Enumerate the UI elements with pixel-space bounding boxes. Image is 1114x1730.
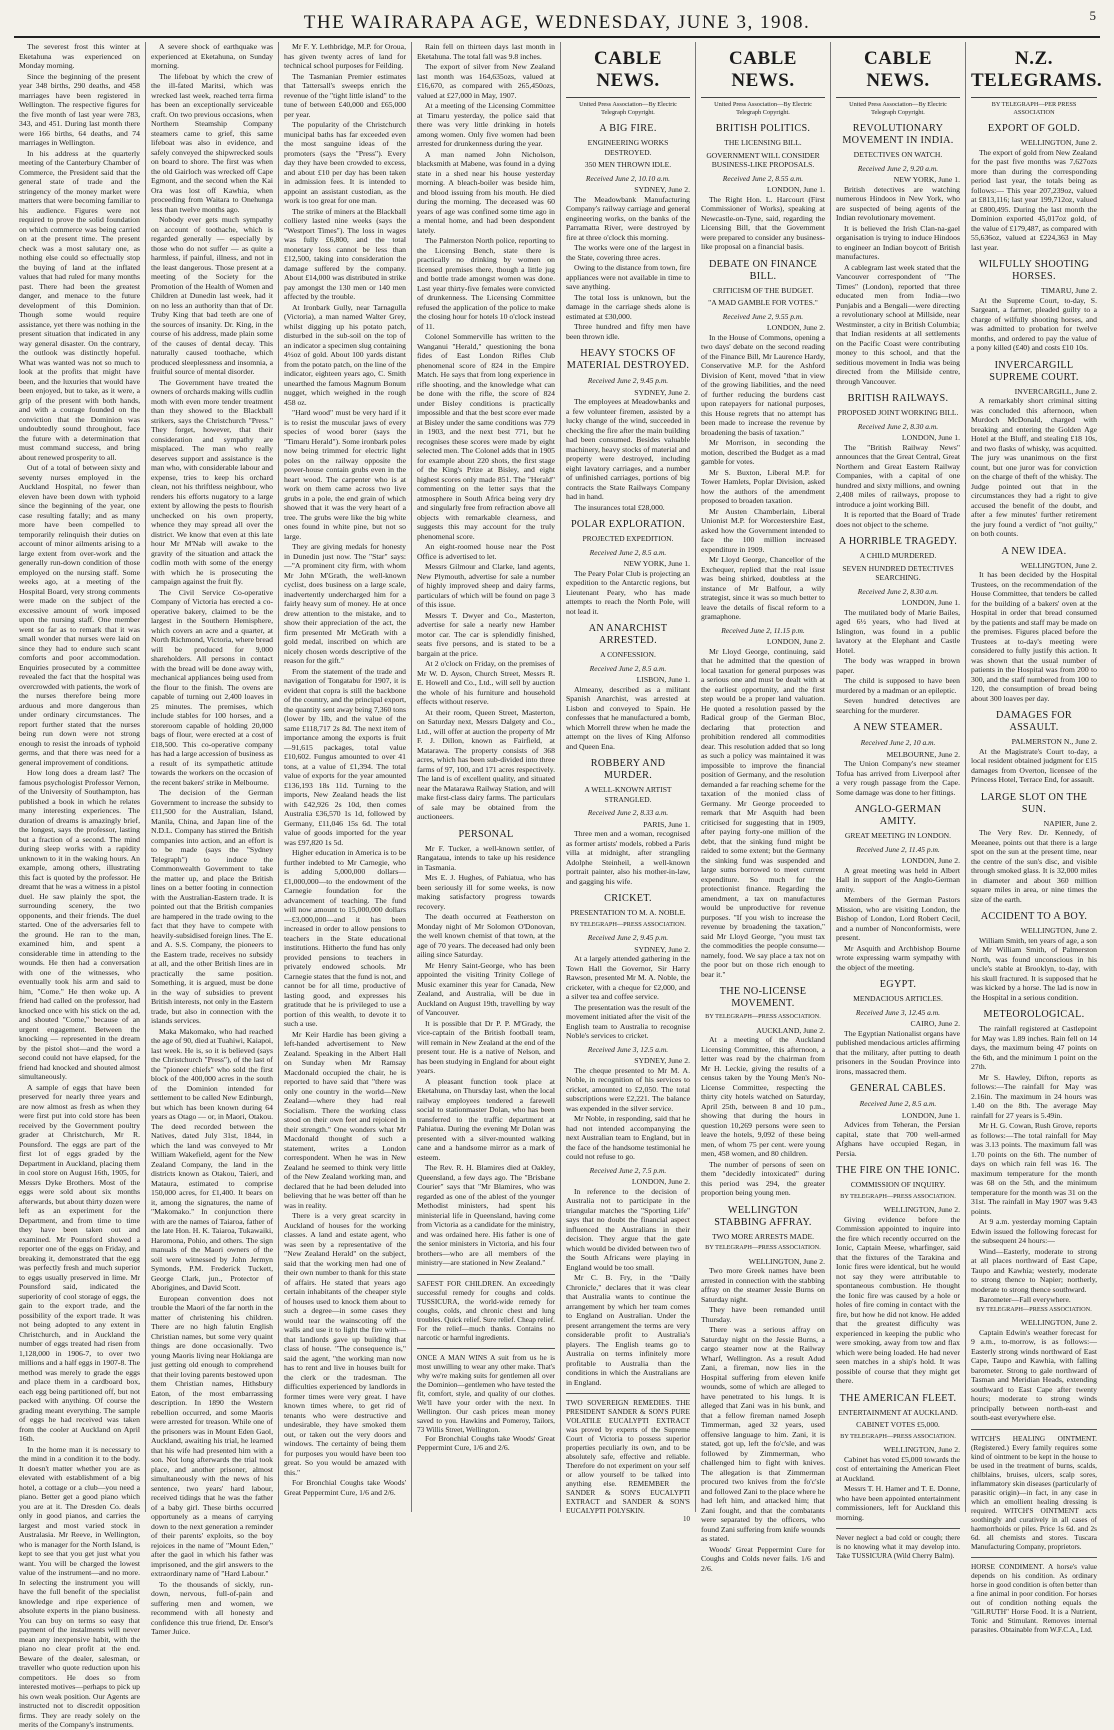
article-paragraph: The Right Hon. L. Harcourt (First Commissioner of Works), speaking at Newcastle-on-Tyne, said, regarding the Licensing Bill, that the Government were prepared to consider any business-like proposal on a financial basis. bbox=[701, 194, 825, 252]
article-paragraph: Rain fell on thirteen days last month in Eketahuna. The total fall was 9.8 inches. bbox=[417, 42, 555, 61]
article-headline: A HORRIBLE TRAGEDY. bbox=[838, 536, 958, 548]
article-paragraph: The Meadowbank Manufacturing Company's railway carriage and general engineering works, on the banks of the Parramatta River, were destroyed by fire at three o'clock this morning. bbox=[566, 194, 690, 242]
article-paragraph: It has been decided by the Hospital Trustees, on the recommendation of the House Committee, that tenders be called for the building of a bakers' oven at the Hospital in order that bread consumed by the patients and staff may be made on the premises. Figures placed before the Trustees at to-day's meeting were considered to fully justify this action. It was shown that the usual number of patients in the Hospital was from 200 to 300, and the staff numbered from 100 to 120, the consumption of bread being about 300 loaves per day. bbox=[971, 570, 1097, 703]
article-paragraph: The death occurred at Featherston on Monday night of Mr Solomon O'Donovan, the well known chemist of that town, at the age of 70 years. The deceased had only been ailing since Saturday. bbox=[417, 912, 555, 959]
article-subheadline: A WELL-KNOWN ARTIST STRANGLED. bbox=[584, 785, 672, 804]
article-paragraph: It is reported that the Board of Trade does not object to the scheme. bbox=[836, 510, 960, 529]
article-paragraph: The body was wrapped in brown paper. bbox=[836, 656, 960, 675]
article-paragraph: The presentation was the result of the movement initiated after the visit of the English team to Australia to recognise Noble's services to cricket. bbox=[566, 1002, 690, 1041]
dateline: LONDON, June 1. bbox=[901, 1110, 960, 1120]
article-paragraph: Mr Morrison, in seconding the motion, described the Budget as a mad gamble for votes. bbox=[701, 438, 825, 467]
article-paragraph: Since the beginning of the present year 348 births, 290 deaths, and 458 marriages have been registered in Wellington. The respective figures for the five month of last year were 783, 343, and 451. During last month there were 166 births, 64 deaths, and 74 marriages in Wellington. bbox=[19, 71, 140, 147]
dateline: LISBON, June 1. bbox=[636, 675, 690, 685]
article-subheadline: DETECTIVES ON WATCH. bbox=[853, 150, 943, 160]
received-time: Received June 2, 8.5 a.m. bbox=[589, 663, 667, 673]
article-paragraph: The child is supposed to have been murdered by a madman or an epileptic. bbox=[836, 676, 960, 695]
dateline: LONDON, June 2. bbox=[766, 323, 825, 333]
article-headline: THE FIRE ON THE IONIC. bbox=[836, 1165, 960, 1177]
advertisement: HORSE CONDIMENT. A horse's value depends on his condition. As ordinary horse in good condition is often better than a fine animal in poor condition. For horses out of condition nothing equals the "GILRUTH" Horse Food. It is a Nutrient, Tonic and Stimulant. Removes internal parasites. Obtainable from W.F.C.A., Ltd. bbox=[971, 1557, 1097, 1634]
dateline: NEW YORK, June 1. bbox=[893, 175, 960, 185]
received-time: Received June 2, 9.45 p.m. bbox=[587, 933, 669, 943]
dateline: SYDNEY, June 2. bbox=[634, 1056, 690, 1066]
article-paragraph: For Bronchial Coughs take Woods' Great Peppermint Cure, 1/6 and 2/6. bbox=[417, 1433, 555, 1452]
article-headline: WELLINGTON STABBING AFFRAY. bbox=[714, 1204, 812, 1228]
article-paragraph: The Union Company's new steamer Tofua has arrived from Liverpool after a very rough passage from the Cape. Some damage was done to her fittings. bbox=[836, 759, 960, 797]
article-paragraph: At 9 a.m. yesterday morning Captain Edwin issued the following forecast for the subsequent 24 hours:— bbox=[971, 1217, 1097, 1246]
received-time: Received June 2, 11.15 p.m. bbox=[721, 625, 805, 635]
article-paragraph: Out of a total of between sixty and seventy nurses employed in the Auckland Hospital, no fewer than eleven have been down with typhoid since the beginning of the year, one case resulting fatally; and as many more have been compelled to temporarily relinquish their duties on account of minor ailments arising to a large extent from over-work and the generally run-down condition of those employed on the nursing staff. Some weeks ago, at a meeting of the Hospital Board, very strong comments were made on the subject of the excessive amount of work imposed upon the nursing staff. One member went so far as to remark that it was small wonder that nurses were laid on since they had to endure such scant comforts and poor accommodation. Enquiries prosecuted by a committee revealed the fact that the hospital was overcrowded with patients, the work of the nurses therefore being more arduous and more dangerous than under ordinary circumstances. The report further stated that the nurses being run down were not strong enough to resist the inroads of typhoid germs, and that there was need for a general improvement of conditions. bbox=[19, 463, 140, 767]
article-paragraph: Owing to the distance from town, fire appliances were not available in time to save anything. bbox=[566, 263, 690, 292]
article-paragraph: "Hard wood" must be very hard if it is to resist the muscular jaws of every species of wood borer (says the "Timaru Herald"). Some ironbark poles now being trimmed for electric light poles on the railway opposite the power-house contain grubs even in the heart wood. The carpenter who is at work on them came across two live grubs in a pole, the end grain of which showed that it was the very heart of a tree. The grubs were like the big white ones found in white pine, but not so large. bbox=[284, 408, 406, 541]
received-time: Received June 2, 8.33 a.m. bbox=[587, 808, 669, 818]
column-1 bbox=[14, 42, 146, 1729]
article-paragraph: In reference to the decision of Australia not to participate in the triangular matches the "Sporting Life" says that no doubt the financial aspect influenced the Australians in their decision. They argue that the gate which would be divided between two of the South Africans were playing in England would be too small. bbox=[566, 1186, 690, 1272]
article-paragraph: A great meeting was held in Albert Hall in support of the Anglo-German amity. bbox=[836, 865, 960, 894]
article-paragraph: Advices from Teheran, the Persian capital, state that 700 well-armed Afghans have occupied Regan, in Persia. bbox=[836, 1120, 960, 1158]
article-subheadline: ENGINEERING WORKS DESTROYED. bbox=[587, 138, 669, 157]
masthead bbox=[14, 6, 1100, 38]
dateline: PALMERSTON N., June 2. bbox=[1011, 737, 1097, 747]
article-headline: A NEW IDEA. bbox=[1001, 545, 1067, 557]
article-paragraph: At 2 o'clock on Friday, on the premises of Mr W. D. Ayson, Church Street, Messrs R. E. Howell and Co., Ltd., will sell by auction the whole of his furniture and household effects without reserve. bbox=[417, 659, 555, 706]
dateline: LONDON, June 2. bbox=[766, 637, 825, 647]
article-subheadline: A CONFESSION. bbox=[600, 650, 656, 660]
wire-credit: BY TELEGRAPH—PRESS ASSOCIATION. bbox=[840, 1192, 956, 1200]
article-paragraph: Three hundred and fifty men have been thrown idle. bbox=[566, 322, 690, 341]
article-subheadline: A CHILD MURDERED. bbox=[859, 551, 937, 561]
ad-number: 10 bbox=[683, 1515, 690, 1524]
advertisement: Never neglect a bad cold or cough; there is no knowing what it may develop into. Take TUSSICURA (Wild Cherry Balm). bbox=[836, 1528, 960, 1560]
article-paragraph: For Bronchial Coughs take Woods' Great Peppermint Cure, 1/6 and 2/6. bbox=[284, 1478, 406, 1497]
article-paragraph: A pleasant function took place at Eketahuna, on Thursday last, when the local railway employees tendered a farewell social to stationmaster Dolan, who has been transferred to the traffic department at Pahiatua. During the evening Mr Dolan was presented with a silver-mounted walking cane and a handsome mirror as a mark of esteem. bbox=[417, 1076, 555, 1162]
received-time: Received June 2, 9.20 a.m. bbox=[857, 163, 939, 173]
article-paragraph: How long does a dream last? The famous psychologist Professor Vernon, of the University of Southampton, has published a book in which he relates many interesting experiences. The duration of dreams is amazingly brief, the longest, says the professor, lasting but a fraction of a second. The mind during sleep works with a rapidity unknown to it in the waking hours. An example, among others, illustrating this fact is quoted by the professor. He dreamt that he was a witness in a pistol duel. He saw plainly the spot, the surrounding scenery, the two opponents, and their friends. The duel started. One of the adversaries fell to the ground. He ran to the man, examined him, and spent a considerable time in attending to the wounds. He then had a conversation with one of the witnesses, who eventually took his arm and said to him, "Come." He then woke up. A friend had called on the professor, had knocked once with his stick on the ad, and shouted "Come," because of an urgent engagement. Between the knocking — represented in the dream by the pistol shot—and the word a second could not have elapsed, for the friend had knocked and shouted almost simultaneously. bbox=[19, 768, 140, 1081]
article-paragraph: The Egyptian Nationalist organs have published mendacious articles affirming that the military, after putting to death prisoners in the Soudan Province into irons, massacred them. bbox=[836, 1028, 960, 1076]
dateline: WELLINGTON, June 2. bbox=[1020, 138, 1097, 148]
received-time: Received June 2, 8.5 a.m. bbox=[859, 1099, 937, 1109]
wire-credit: United Press Association—By Electric Telegraph Copyright. bbox=[714, 101, 812, 116]
article-paragraph: There was a serious affray on Saturday night on the Jessie Burns, a cargo steamer now at the Railway Wharf, Wellington. As a result Adud Zani, a fireman, now lies in the Hospital suffering from eleven knife wounds, some of which are alleged to have penetrated to his lungs. It is alleged that Zani was in his bunk, and that a fellow fireman named Joseph Timmerman, aged 32 years, used offensive language to him. Zani, it is stated, got up, left the fo'c'sle, and was followed by Zimmerman, who challenged him to fight with knives. The allegation is that Zimmerman procured two knives from the fo'c'sle and followed Zani to the place where he had left him, and attacked him; that Zani fought, and that the combatants were separated by the officers, who found Zani suffering from knife wounds as stated. bbox=[701, 1325, 825, 1544]
page-number: 5 bbox=[1089, 8, 1096, 23]
article-subheadline: TWO MORE ARRESTS MADE. bbox=[711, 1231, 815, 1241]
article-subheadline: "A MAD GAMBLE FOR VOTES." bbox=[708, 298, 818, 308]
article-paragraph: Mr F. Y. Lethbridge, M.P. for Oroua, has given twenty acres of land for technical school purposes for Feilding. bbox=[284, 42, 406, 70]
received-time: Received June 2, 11.45 p.m. bbox=[856, 844, 940, 854]
dateline: NEW YORK, June 1. bbox=[623, 559, 690, 569]
article-paragraph: The number of persons of seen on them "decidedly intoxicated" during this period was 294, the greater proportion being young men. bbox=[701, 1159, 825, 1198]
article-paragraph: Messrs Gilmour and Clarke, land agents, New Plymouth, advertise for sale a number of highly improved sheep and dairy farms, particulars of which will be found on page 3 of this issue. bbox=[417, 562, 555, 609]
article-subheadline: GOVERNMENT WILL CONSIDER BUSINESS-LIKE PROPOSALS. bbox=[706, 150, 820, 170]
article-paragraph: Mr S. Buxton, Liberal M.P. for Tower Hamlets, Poplar Division, asked how the authors of the amendment proposed to broaden taxation. bbox=[701, 467, 825, 506]
dateline: WELLINGTON, June 2. bbox=[748, 1256, 825, 1266]
article-paragraph: The total loss is unknown, but the damage in the carriage sheds alone is estimated at £30,000. bbox=[566, 292, 690, 321]
wire-credit: BY TELEGRAPH—PRESS ASSOCIATION. bbox=[976, 1305, 1092, 1313]
article-paragraph: Mrs E. J. Hughes, of Pahiatua, who has been seriously ill for some weeks, is now making satisfactory progress towards recovery. bbox=[417, 873, 555, 911]
article-paragraph: At the Supreme Court, to-day, S. Sargeant, a farmer, pleaded guilty to a charge of wilfully shooting horses, and was admitted to probation for twelve months, and ordered to pay the value of a pony killed (£40) and costs £10 10s. bbox=[971, 295, 1097, 353]
article-paragraph: The severest frost this winter at Eketahuna was experienced on Monday morning. bbox=[19, 42, 140, 70]
received-time: Received June 2, 8.5 a.m. bbox=[589, 547, 667, 557]
article-headline: LARGE SLOT ON THE SUN. bbox=[980, 791, 1088, 815]
article-headline: HEAVY STOCKS OF MATERIAL DESTROYED. bbox=[566, 348, 690, 372]
article-subheadline: ENTERTAINMENT AT AUCKLAND. bbox=[838, 1407, 958, 1417]
article-paragraph: The Government have treated the owners of orchards making wills cudlin moth with even more tender treatment than they showed to the Blackball strikers, says the Christchurch "Press." They forget, however, that their consideration and sympathy are misplaced. The man who really deserves support and assistance is the man who, with considerable labour and expense, tries to keep his orchard clean, not his thriftless neighbour, who renders his efforts nugatory to a large extent by allowing the pests to flourish unchecked on his own property, whence they may spread all over the district. We know that even at this late hour Mr M'Nab will awake to the gravity of the situation and attack the codlin moth with some of the energy with which he is prosecuting the campaign against the fruit fly. bbox=[151, 377, 273, 586]
article-headline: BRITISH POLITICS. bbox=[715, 123, 811, 135]
article-paragraph: European convention does not trouble the Maori of the far north in the matter of christening his children. There are no high falutin English Christian names, but some very quaint things are done occasionally. Two young Maoris living near Hokianga are just getting old enough to comprehend that their loving parents bestowed upon them Christian names, Hithsbury Eaton, of the most embarrassing description. In 1890 the Western rebellion occurred, and some Maoris were arrested for treason. While one of the prisoners was in Mount Eden Gaol, Auckland, awaiting his trial, he learned that his wife had presented him with a son. Not long afterwards the trial took place, and another prisoner, almost simultaneously with the news of his sentence, two years' hard labour, received tidings that he was the father of a baby girl. These births occurred opportunely as a means of carrying down to the next generation a reminder of their parents' exploits, so the boy rejoices in the name of "Mount Eden," after the gaol in which his father was imprisoned, and the girl answers to the extraordinary name of "Hard Labour." bbox=[151, 1293, 273, 1578]
section-banner: CABLE NEWS. bbox=[701, 42, 825, 98]
article-paragraph: A severe shock of earthquake was experienced at Eketahuna, on Sunday morning. bbox=[151, 42, 273, 70]
column-6 bbox=[696, 42, 831, 1573]
article-paragraph: Wind—Easterly, moderate to strong at all places northward of East Cape, Taupo and Kawhia; westerly, moderate to strong thence to Napier; northerly, moderate to strong thence southward. bbox=[971, 1246, 1097, 1294]
section-banner: N.Z. TELEGRAMS. bbox=[971, 42, 1097, 98]
dateline: SYDNEY, June 2. bbox=[634, 944, 690, 954]
section-banner: CABLE NEWS. bbox=[836, 42, 960, 98]
article-headline: EXPORT OF GOLD. bbox=[987, 123, 1081, 135]
article-subheadline: 350 MEN THROWN IDLE. bbox=[584, 160, 672, 170]
article-paragraph: Almeany, described as a militant Spanish Anarchist, was arrested at Lisbon and conveyed to Spain. He confesses that he manufactured a bomb, which Morrell threw when he made the attempt on the lives of King Alfonso and Queen Ena. bbox=[566, 684, 690, 751]
article-paragraph: Giving evidence before the Commission appointed to inquire into the fire which recently occurred on the Ionic, Captain Meese, wharfinger, said that the fixtures of the Tarakina and Ionic fires were identical, but he would not say they were attributable to spontaneous combustion. He thought the Ionic fire was caused by a hole or holes of fire coming in contact with the fire, but how he did not know. He added that the greatest difficulty was experienced in keeping the public who were smoking, away from tow and flax which were being loaded. He had never seen matches in a ship's hold. It was possible of course that they might get there. bbox=[836, 1214, 960, 1386]
dateline: LONDON, June 2. bbox=[631, 1177, 690, 1187]
article-paragraph: The works were one of the largest in the State, covering three acres. bbox=[566, 243, 690, 262]
article-headline: ANGLO-GERMAN AMITY. bbox=[854, 804, 942, 828]
article-subheadline: CABINET VOTES £5,000. bbox=[856, 1420, 940, 1430]
article-paragraph: To the thousands of sickly, run-down, nervous, full-of-pain and suffering men and women, we recommend with all honesty and confidence this true friend, Dr. Ensor's Tamer Juice. bbox=[151, 1579, 273, 1636]
article-headline: A BIG FIRE. bbox=[599, 123, 657, 135]
article-headline: POLAR EXPLORATION. bbox=[570, 519, 686, 531]
dateline: LONDON, June 1. bbox=[766, 185, 825, 195]
article-headline: WILFULLY SHOOTING HORSES. bbox=[978, 259, 1090, 283]
article-paragraph: The popularity of the Christchurch municipal baths has far exceeded even the most sanguine ideas of the promoters (says the "Press"). Every day they have been crowded to excess, and about £10 per day has been taken in admission fees. It is intended to appoint an assistant custodian, as the work is too great for one man. bbox=[284, 120, 406, 205]
column-2 bbox=[146, 42, 279, 1636]
article-paragraph: In the home man it is necessary to the mind in a condition it to the body. It doesn't matter whether you are as elevated with establishment of a big hotel, a cottage or a club—you need a piano. Better get a good piano which you are at it. The Dresden Co. deals only in good pianos, and carries the largest and most varied stock in Australasia. Mr Reeve, in Wellington, who is manager for the North Island, is kept to see that you get just what you want. You will be charged the lowest value of the instrument—and no more. In selecting the instrument you will have the full benefit of the specialist knowledge and ripe experience of absolute experts in the piano business. You can buy on terms so easy that payment of the instalments will never mean any inexpensive habit, with the piano no clear profit at the end. Beware of the dealer, salesman, or traveller who quote reduction upon his competitors. He does so from interested motives—perhaps to pick up his own weak position. Our Agents are instructed not to discredit opposition firms. They are ready solely on the merits of the Company's instruments. bbox=[19, 1444, 140, 1729]
article-paragraph: Higher education in America is to be further indebted to Mr Carnegie, who is adding 5,000,000 dollars—£1,000,000—to the endowment of the Carnegie foundation for the advancement of teaching. The fund will now amount to 15,000,000 dollars—£3,000,000—and it has been increased in order to allow pensions to teachers in the State educational institutions. Hitherto the fund has only provided pensions to teachers in privately endowed schools. Mr Carnegie states that the fund is not, and cannot be for all time, productive of lasting good, and expresses his gratitude that he is privileged to use a portion of this wealth, to devote it to such a use. bbox=[284, 848, 406, 1028]
article-paragraph: They have been remanded until Thursday. bbox=[701, 1305, 825, 1324]
article-paragraph: A remarkably short criminal sitting was concluded this afternoon, when Murdoch McDonald, charged with breaking and entering the Golden Age Hotel at the Bluff, and stealing £18 10s, and two flasks of whisky, was acquitted. The jury was unanimous on the first count, but one juror was for conviction on the charge of theft of the whisky. The Judge pointed out that in the circumstances they had a right to give accused the benefit of the doubt, and after a few minutes' further retirement the jury found a verdict of "not guilty," on both counts. bbox=[971, 396, 1097, 539]
advertisement: TWO SOVEREIGN REMEDIES. THE PRESIDENT SANDER & SON'S PURE VOLATILE EUCALYPTI EXTRACT was proved by experts of the Supreme Court of Victoria to possess superior properties peculiarly its own, and to be absolutely safe, effective and reliable. Therefore do not experiment on your self or allow yourself to be talked into anything else. REMEMBER the SANDER & SON'S EUCALYPTI EXTRACT and SANDER & SON'S EUCALYPTI POLYSKIN. bbox=[566, 1393, 690, 1515]
article-paragraph: The rainfall registered at Castlepoint for May was 1.89 inches. Rain fell on 14 days, the maximum being 47 points on the 6th, and the minimum 1 point on the 27th. bbox=[971, 1024, 1097, 1072]
article-headline: INVERCARGILL SUPREME COURT. bbox=[989, 359, 1079, 383]
received-time: Received June 2, 9.45 p.m. bbox=[587, 376, 669, 386]
article-paragraph: Mr Asquith and Archbishop Bourne wrote expressing warm sympathy with the object of the meeting. bbox=[836, 943, 960, 972]
article-paragraph: Seven hundred detectives are searching for the murderer. bbox=[836, 696, 960, 715]
wire-credit: United Press Association—By Electric Telegraph Copyright. bbox=[579, 101, 677, 116]
article-headline: DEBATE ON FINANCE BILL. bbox=[708, 258, 818, 282]
article-paragraph: In the House of Commons, opening a two days' debate on the second reading of the Finance Bill, Mr Laurence Hardy, Conservative M.P. for the Ashford Division of Kent, moved "that in view of the growing liabilities, and the need of further reducing the burdens cast upon ratepayers for national purposes, this House regrets that no attempt has been made to increase the revenue by broadening the basis of taxation." bbox=[701, 332, 825, 437]
dateline: SYDNEY, June 2. bbox=[634, 185, 690, 195]
article-paragraph: It is believed the Irish Clan-na-gael organisation is trying to induce Hindoos to engineer an Indian boycott of British manufactures. bbox=[836, 223, 960, 262]
article-paragraph: William Smith, ten years of age, a son of Mr William Smith, of Palmerston North, was found unconscious in his uncle's stable at Brooklyn, to-day, with his skull fractured. It is supposed that he was kicked by a horse. The lad is now in the Hospital in a serious condition. bbox=[971, 935, 1097, 1002]
article-paragraph: Mr Austen Chamberlain, Liberal Unionist M.P. for Worcestershire East, asked how the Government intended to face the 100 million increased expenditure in 1909. bbox=[701, 506, 825, 554]
received-time: Received June 3, 12.45 a.m. bbox=[855, 1007, 941, 1017]
dateline: SYDNEY, June 2. bbox=[634, 387, 690, 397]
dateline: INVERCARGILL, June 2. bbox=[1014, 386, 1097, 396]
article-paragraph: Cabinet has voted £5,000 towards the cost of entertaining the American Fleet at Auckland. bbox=[836, 1454, 960, 1483]
column-8 bbox=[966, 42, 1103, 1634]
dateline: LONDON, June 1. bbox=[901, 598, 960, 608]
article-paragraph: An eight-roomed house near the Post Office is advertised to let. bbox=[417, 542, 555, 561]
wire-credit: BY TELEGRAPH—PRESS ASSOCIATION. bbox=[840, 1432, 956, 1440]
article-headline: THE AMERICAN FLEET. bbox=[839, 1392, 957, 1404]
article-paragraph: The Civil Service Co-operative Company of Victoria has erected a co-operative bakery, claimed to be the largest in the Southern Hemisphere, which covers an acre and a quarter, at North Richmond, Victoria, where bread will be produced for 9,000 shareholders. All persons in contact with the bread will be done away with, mechanical appliances being used from the flour to the finish. The ovens are capable of turning out 2,400 loaves in 25 minutes. The premises, which include stables for 100 horses, and a storeroom capable of holding 20,000 bags of flour, were erected at a cost of £18,500. This co-operative company has had a large accession of business as a result of its sympathetic attitude towards the workers on the occasion of the recent bakers' strike in Melbourne. bbox=[151, 587, 273, 787]
article-paragraph: Nobody ever gets much sympathy on account of toothache, which is regarded generally — especially by those who do not suffer — as quite a harmless, if painful, illness, and not in the least dangerous. Those present at a meeting of the Society for the Promotion of the Health of Women and Children at Dunedin last week, had it on no less an authority than that of Dr. Truby King that bad teeth are one of the sources of insanity. Dr. King, in the course of his address, made plain some of the causes of dental decay. This naturally caused toothache, which produced sleeplessness and insomnia, a fruitful source of mental disorder. bbox=[151, 215, 273, 376]
section-banner: CABLE NEWS. bbox=[566, 42, 690, 98]
dateline: AUCKLAND, June 2. bbox=[756, 1025, 825, 1035]
article-paragraph: Mr Keir Hardie has been giving a left-handed advertisement to New Zealand. Speaking in the Albert Hall on Sunday when Mr Ramsay Macdonald occupied the chair, he is reported to have said that "there was only one country in the world—New Zealand—where they had real Socialism. There the working class stood on their own feet and rejoiced in their strength." One wonders what Mr Macdonald thought of such a statement, writes a London correspondent. When he was in New Zealand he seemed to think very little of the New Zealand working man, and declared that he had been deluded into believing that he was better off than he was in reality. bbox=[284, 1029, 406, 1210]
article-paragraph: At the Magistrate's Court to-day, a local resident obtained judgment for £15 damages from Overton, licensee of the Princess Hotel, Terrace End, for assault. bbox=[971, 746, 1097, 785]
article-paragraph: Captain Edwin's weather forecast for 9 a.m., to-morrow, is as follows:—Easterly strong winds northward of East Cape, Taupo and Kawhia, with falling barometer. Strong to gale northward of Tasman and Meridian Heads, extending southward to East Cape after twenty hours; moderate to strong winds principally between north-east and south-east everywhere else. bbox=[971, 1327, 1097, 1423]
article-paragraph: Mr Lloyd George, Chancellor of the Exchequer, replied that the real issue was being shirked, doubtless at the instance of Mr Balfour, a wily strategist, since it was so much better to leave the details of fiscal reform to a gramaphone. bbox=[701, 555, 825, 622]
article-headline: AN ANARCHIST ARRESTED. bbox=[588, 623, 668, 647]
received-time: Received June 2, 7.5 p.m. bbox=[589, 1165, 667, 1175]
article-paragraph: Mr S. Hawley, Difton, reports as follows:—The rainfall for May was 2.16in. The maximum in 24 hours was 1.40 on the 8th. The average May rainfall for 27 years is 5.49in. bbox=[971, 1072, 1097, 1120]
article-paragraph: The lifeboat by which the crew of the ill-fated Maritsi, which was wrecked last week, reached terra firma has been an exceptionally serviceable craft. On two previous occasions, when Northern Steamship Company steamers came to grief, this same lifeboat was also in evidence, and safely conveyed the shipwrecked souls on board to shore. The first was when the old Gairloch was wrecked off Cape Egmont, and the second when the Kai Ora was lost off Kawhia, when proceeding from Waitara to Onehunga less than twelve months ago. bbox=[151, 71, 273, 214]
article-paragraph: Mr C. B. Fry, in the "Daily Chronicle," declares that it was clear that Australia wants to continue the arrangement by which her team comes to England on Australian. Under the present arrangement the terms are very considerable profit to Australia's players. The English teams go to Australia on terms infinitely more profitable to Australia than the conditions in which the Australians are in England. bbox=[566, 1273, 690, 1387]
wire-credit: BY TELEGRAPH—PRESS ASSOCIATION. bbox=[705, 1244, 821, 1252]
article-paragraph: Messrs T. Dwyer and Co., Masterton, advertise for sale a nearly new Hamber motor car. The car is splendidly finished, seats five persons, and is stated to be a bargain at the price. bbox=[417, 610, 555, 658]
article-paragraph: There is a very great scarcity in Auckland of houses for the working classes. A land and estate agent, who was seen by a representative of the "New Zealand Herald" on the subject, said that the working men had one of their own number to thank for this state of affairs. He stated that years ago certain inhabitants of the cheaper style of houses used to knock them about to such a degree—in some cases they would tear the wainscoting off the walls and use it to light the fire with—that landlords gave up building that class of house. "The consequence is," said the agent, "the working man now has to rent and live in houses built for the clerk or the tradesman. The difficulties experienced by landlords in former times were very great. I have known times where, to get rid of tenants who were destructive and undesirable, they have smoked them out, or taken out the very doors and windows. The certainty of being them for purposes you would have been too great. So you would be amazed with this." bbox=[284, 1211, 406, 1477]
article-headline: THE NO-LICENSE MOVEMENT. bbox=[719, 986, 807, 1010]
article-paragraph: At a meeting of the Auckland Licensing Committee, this afternoon, a letter was read by the chairman from Mr H. Leckie, giving the results of a census taken by the Young Men's No-License Committee, respecting the thirty city hotels watched on Saturday, April 25th, between 8 and 10 p.m., showing that during the hours in question 10,269 persons were seen to leave the hotels, 9,092 of these being men, of whom 75 per cent. were young men, 458 women, and 80 children. bbox=[701, 1035, 825, 1159]
article-headline: DAMAGES FOR ASSAULT. bbox=[995, 710, 1073, 734]
dateline: PARIS, June 1. bbox=[643, 819, 690, 829]
article-paragraph: From the statement of the trade and navigation of Tongatabu for 1907, it is evident that copra is still the backbone of the country, and the principal export, the quantity sent away being 7,360 tons (lower by 1lb, and the value of the same £118,717 2s 8d. The next item of importance among the exports is fruit—91,615 packages, total value £10,602. Fungus amounted to over 41 tons, at a value of £1,394. The total value of exports for the year amounted £136,193 18s 11d. Turning to the imports, New Zealand heads the list with £42,926 2s 10d, then comes Australia £36,570 1s 1d, followed by Germany, £11,046 15s 6d. The total value of goods imported for the year was £97,820 1s 5d. bbox=[284, 666, 406, 847]
article-subheadline: PROJECTED EXPEDITION. bbox=[582, 534, 674, 544]
dateline: WELLINGTON, June 2. bbox=[1020, 1318, 1097, 1328]
article-headline: GENERAL CABLES. bbox=[850, 1083, 946, 1095]
column-4 bbox=[412, 42, 561, 1512]
article-paragraph: The cheque presented to Mr M. A. Noble, in recognition of his services to cricket, amounted to £2,050. The total subscriptions were £2,221. The balance was expended in the silver service. bbox=[566, 1065, 690, 1113]
wire-credit: BY TELEGRAPH—PER PRESS ASSOCIATION bbox=[991, 101, 1077, 116]
article-headline: ROBBERY AND MURDER. bbox=[590, 758, 666, 782]
article-paragraph: They are giving medals for honesty in Dunedin just now. The "Star" says:—"A prominent city firm, with whom Mr John M'Grath, the well-known cyclist, does business on a large scale, inadvertently undercharged him for a fairly heavy sum of money. He at once drew attention to the mistake, and to show their appreciation of the act, the firm presented Mr McGrath with a gold medal, inscribed on which are nicely chosen words descriptive of the reason for the gift." bbox=[284, 542, 406, 665]
article-headline: CRICKET. bbox=[604, 893, 652, 905]
article-paragraph: The decision of the German Government to increase the subsidy to £11,500 for the Australian, Island, Manila, China, and Japan line of the N.D.L. Company has stirred the British companies into action, and an effort is to be made (says the "Sydney Telegraph") to induce the Commonwealth Government to take the matter up, and place the British lines on a better footing in connection with the Australian-Eastern trade. It is pointed out that the British companies are hampered in the trade owing to the fact that they have to compete with heavily-subsidised foreign lines. The E. and A. S.S. Company, the pioneers to the Eastern trade, receives no subsidy at all, and the other British lines are in practically the same position. Something, it is argued, must be done in the way of subsidies to prevent British interests, not only in the Eastern trade, but also in connection with the islands services. bbox=[151, 788, 273, 1025]
article-paragraph: Maka Makomako, who had reached the age of 90, died at Tuahiwi, Kaiapoi, last week. He is, so it is believed (says the Christchurch "Press"), of the last of the "pioneer chiefs" who sold the first block of the 400,000 acres in the south of the Dominion intended for settlement to be called New Edinburgh, but which has been known during 64 years as Otago — or, in Maori, Otakou. The deed recorded between the Natives, dated July 31st, 1844, in which the land was conveyed to Mr William Wakefield, agent for the New Zealand Company, the land in the districts known as Otakou, Taieri, and Mataura, estimated to comprise 150,000 acres, for £1,400. It bears on it, among the signatures, the name of "Makomako." In conjunction there with are the names of Taiaroa, father of the late Hon. H. K. Taiaroa, Tukawaiki, Haromona, Pohio, and others. The sign manuals of the Maori owners of the soil were witnessed by John Jermyn Symonds, P.M. Frederick Tuckett, George Clark, jun., Protector of Aborigines, and David Scott. bbox=[151, 1026, 273, 1292]
article-headline: BRITISH RAILWAYS. bbox=[847, 393, 949, 405]
article-paragraph: The Peary Polar Club is projecting an expedition to the Antarctic regions, but Lieutenant Peary, who has made attempts to reach the North Pole, will not lead it. bbox=[566, 568, 690, 616]
article-subheadline: PROPOSED JOINT WORKING BILL. bbox=[837, 408, 959, 418]
article-paragraph: Mr F. Tucker, a well-known settler, of Rangataua, intends to take up his residence in Tasmania. bbox=[417, 843, 555, 872]
article-paragraph: The export of silver from New Zealand last month was 164,635ozs, valued at £16,670, as compared with 265,450ozs, valued at £27,000 in May, 1907. bbox=[417, 62, 555, 100]
article-paragraph: The Palmerston North police, reporting to the Licensing Bench, state there is practically no drinking by women on licensed premises there, though a little jug and bottle trade amongst women was done. Last year thirty-five females were convicted of drunkenness. The Licensing Committee refused the application of the police to make the closing hour for hotels 10 o'clock instead of 11. bbox=[417, 236, 555, 331]
article-paragraph: At Ironbark Gully, near Tarnagulla (Victoria), a man named Walter Grey, whilst digging up his potato patch, disturbed in the sub-soil on the top of an indicator a specimen slug containing 4½oz of gold. About 100 yards distant from the potato patch, on the line of the indicator, eighteen years ago, C. Smith unearthed the famous Magnum Bonum nugget, which weighed in the rough 458 oz. bbox=[284, 302, 406, 407]
article-paragraph: Messrs T. H. Hamer and T. E. Donne, who have been appointed entertainment commissioners, left for Auckland this morning. bbox=[836, 1484, 960, 1522]
article-paragraph: At a largely attended gathering in the Town Hall the Governor, Sir Harry Rawson, presented Mr M. A. Noble, the cricketer, with a cheque for £2,000, and a silver tea and coffee service. bbox=[566, 954, 690, 1002]
article-paragraph: Members of the German Pastors Mission, who are visiting London, the Bishop of London, Lord Robert Cecil, and a number of Nonconformists, were present. bbox=[836, 895, 960, 943]
dateline: WELLINGTON, June 2. bbox=[1020, 560, 1097, 570]
article-subheadline: THE LICENSING BILL. bbox=[724, 138, 802, 148]
dateline: WELLINGTON, June 2. bbox=[1020, 926, 1097, 936]
advertisement: SAFEST FOR CHILDREN. An exceedingly successful remedy for coughs and colds. TUSSICURA, the world-wide remedy for coughs, colds, and chronic chest and lung troubles. Quick relief. Sure relief. Cheap relief. For the relief—much thanks. Contains no narcotic or harmful ingredients. bbox=[417, 1274, 555, 1342]
wire-credit: BY TELEGRAPH—PRESS ASSOCIATION. bbox=[570, 920, 686, 928]
article-paragraph: A man named John Nicholson, blacksmith at Mabene, was found in a dying state in a shed near his house yesterday morning. A bleach-boiler was beside him, and blood issuing from his mouth. He died during the morning. The deceased was 60 years of age was confined some time ago in a mental home, and had been despondent lately. bbox=[417, 149, 555, 235]
article-headline: REVOLUTIONARY MOVEMENT IN INDIA. bbox=[842, 123, 954, 147]
article-paragraph: Barometer—Fall everywhere. bbox=[979, 1295, 1071, 1305]
article-paragraph: Three men and a woman, recognised as former artists' models, robbed a Paris villa at midnight, after strangling Adolphe Steinheil, a well-known portrait painter, also his mother-in-law, and gagging his wife. bbox=[566, 829, 690, 886]
article-subheadline: GREAT MEETING IN LONDON. bbox=[844, 831, 952, 841]
article-paragraph: The employees at Meadowbanks and a few volunteer firemen, assisted by a lucky change of the wind, succeeded in checking the fire after the main building had been consumed. Besides valuable machinery, heavy stocks of material and property were destroyed, including eight lavatory carriages, and a number of unfinished carriages, portions of big contracts the State Railways Company had in hand. bbox=[566, 397, 690, 502]
article-paragraph: The "British Railway News" announces that the Great Central, Great Northern and Great Eastern Railway Companies, with a capital of one hundred and sixty millions, and owning 2,408 miles of railways, propose to introduce a joint working Bill. bbox=[836, 442, 960, 509]
dateline: WELLINGTON, June 2. bbox=[883, 1445, 960, 1455]
article-paragraph: The Rev. R. H. Blamires died at Oakley, Queensland, a few days ago. The "Brisbane Courier" says that "Mr Blamires, who was regarded as one of the ablest of the younger Methodist ministers, had spent his ministerial life in Queensland, having come from Victoria as a candidate for the ministry, and was ordained here. His father is one of the senior ministers in Victoria, and his four brothers—who are all members of the ministry—are stationed in New Zealand." bbox=[417, 1163, 555, 1267]
wire-credit: United Press Association—By Electric Telegraph Copyright. bbox=[849, 101, 947, 116]
article-paragraph: The strike of miners at the Blackball colliery lasted nine weeks (says the "Westport Times"). The loss in wages was fully £6,800, and the total monetary loss cannot be less than £12,500, taking into consideration the damage suffered by the company. About £14,000 was distributed in strike pay amongst the 130 men or 140 men affected by the trouble. bbox=[284, 206, 406, 301]
article-paragraph: Mr H. G. Cowan, Rush Grove, reports as follows:—The total rainfall for May was 3.13 points. The maximum fall was 1.70 points on the 6th. The number of days on which rain fell was 16. The maximum temperature for the month was 68 on the 5th, and the minimum temperature for the month was 31 on the 31st. The rainfall in May 1907 was 9.43 points. bbox=[971, 1121, 1097, 1216]
article-paragraph: It is possible that Dr P. P. M'Grady, the vice-captain of the British football team, will remain in New Zealand at the end of the present tour. He is a native of Nelson, and has been studying in England for about eight years. bbox=[417, 1018, 555, 1075]
article-paragraph: In his address at the quarterly meeting of the Canterbury Chamber of Commerce, the President said that the general state of trade and the stringency of the money market were matters that were becoming familiar to his audience. Figures were not required to prove the solid foundation on which commerce was being carried on at the present time. The present check was a most salutary one, as nothing else could so effectually stop the buying of land at the inflated values that had ruled for many months past. There had been the greatest danger, and menace to the future development of this Dominion. Though some would require assistance, yet there was nothing in the present situation that indicated in any way general disaster. On the contrary, the outlook was distinctly hopeful. What was wanted was not so much to look at the profits that might have been, and the luxuries that would have been enjoyed, but to take, as it were, a grip of the present with both hands, and with a courage founded on the conviction that the Dominion was undoubtedly sound throughout, face the future with a determination that must command success, and bring about renewed prosperity to all. bbox=[19, 148, 140, 462]
columns-container bbox=[14, 42, 1103, 1729]
article-paragraph: The mutilated body of Marie Bailes, aged 6½ years, who had lived at Islington, was found in a public lavatory at the Elephant and Castle Hotel. bbox=[836, 607, 960, 655]
column-7 bbox=[831, 42, 966, 1561]
article-paragraph: The insurances total £28,000. bbox=[574, 502, 665, 512]
received-time: Received June 2, 8.30 a.m. bbox=[857, 586, 939, 596]
article-paragraph: The Tasmanian Premier estimates that Tattersall's sweeps enrich the revenue of the "tight little island" to the tune of between £40,000 and £65,000 per year. bbox=[284, 71, 406, 119]
article-subheadline: COMMISSION OF INQUIRY. bbox=[850, 1180, 946, 1190]
article-headline: METEOROLOGICAL. bbox=[983, 1009, 1085, 1021]
article-paragraph: Mr Henry Saint-George, who has been appointed the visiting Trinity College of Music examiner this year for Canada, New Zealand, and Australia, will be due in Auckland on August 19th, travelling by way of Vancouver. bbox=[417, 960, 555, 1017]
column-3 bbox=[279, 42, 412, 1512]
article-paragraph: Colonel Sommerville has written to the Wanganui "Herald," questioning the bona fides of East London Rifles Club phenomenal score of 824 in the Empire Match. He says that from long experience in rifle shooting, and the knowledge what can be done with the rifle, the score of 824 under Bisley conditions is practically impossible and that the best score ever made at Bisley under the same conditions was 779 in 1903, and the next best 771, but he recognises these scores were made by eight selected men. The Colonel adds that in 1905 for example about 220 shots, the first stage of the King's Prize at Bisley, and eight highest scores only made 851. The "Herald" commenting on the letter says that the atmosphere in South Africa being very dry and singularly free from refraction above all objects with remarkable clearness, and suggests this may account for the truly phenomenal score. bbox=[417, 332, 555, 541]
advertisement: WITCH'S HEALING OINTMENT. (Registered.) Every family requires some kind of ointment to be kept in the house to be used in the treatment of burns, scalds, chilblains, bruises, ulcers, scalp sores, inflammatory skin diseases (particularly of parasitic origin)—in fact, in any case in which an emollient healing dressing is required. WITCH'S OINTMENT acts soothingly and curatively in all cases of haemorrhoids or piles. Price 1s 6d. and 2s 6d. all chemists and stores. Tuscara Manufacturing Company, proprietors. bbox=[971, 1429, 1097, 1551]
received-time: Received June 2, 8.30 a.m. bbox=[857, 421, 939, 431]
dateline: TIMARU, June 2. bbox=[1041, 286, 1097, 296]
wire-credit: BY TELEGRAPH—PRESS ASSOCIATION. bbox=[705, 1013, 821, 1021]
dateline: LONDON, June 2. bbox=[901, 856, 960, 866]
article-paragraph: A sample of eggs that have been preserved for nearly three years and are now almost as fresh as when they were first put into cold store has been received by the Government poultry grader at Christchurch, Mr R. Pounsford. The eggs are part of the first lot of eggs graded by the Department in Auckland, placing them in cool store on August 16th, 1905, for Messrs Dyke Brothers. Most of the eggs were sold about six months afterwards, but about thirty dozen were left as an experiment for the Department, and from time to time they have been taken out and examined. Mr Pounsford showed a reporter one of the eggs on Friday, and breaking it, demonstrated that the egg was perfectly fresh and much superior to eggs usually preserved in lime. Mr Pounsford said, indicated the superiority of cool storage of eggs, the gain to the export trade, and the possibility of the export trade. It was not being adopted to any extent in Christchurch, and in Auckland the number of eggs treated had risen from 1,128,000 in 1906-7, to over two millions and a half eggs in 1907-8. The method was merely to grade the eggs and place them in a cardboard box, each egg being partitioned off, but not packed with anything. Of course the grading meant everything. The sample of eggs he had received was taken from the cooler at Auckland on April 16th. bbox=[19, 1082, 140, 1443]
article-paragraph: British detectives are watching numerous Hindoos in New York, who are suspected of being agents of the Indian revolutionary movement. bbox=[836, 184, 960, 223]
article-paragraph: Mr Lloyd George, continuing, said that he admitted that the question of local taxation for general purposes was a serious one and must be dealt with at the earliest opportunity, and the first step would be a proper land valuation. He quoted a resolution passed by the Radical group of the German Bloc, declaring that protection and prohibition rendered all commodities dear. This resolution added that so long as such a policy was maintained it was impossible to improve the financial position of Germany, and the resolution demanded a far reaching scheme for the taxation of the monied class of Germany. Mr George proceeded to remark that Mr Asquith had been criticised for suggesting that in 1909, after paying forty-one million of the debt, that the sinking fund might be raided to some extent; but the Germany the sinking fund was suspended and large sums borrowed to meet current expenditure. So much for the protectionist finance. Regarding the amendment, a tax on manufactures would be unproductive for revenue purposes. "If you wish to increase the revenue by broadening the taxation," said Mr Lloyd George, "you must tax the commodities the people consume—namely, food. We say place a tax not on the poor but on those rich enough to bear it." bbox=[701, 646, 825, 979]
dateline: CAIRO, June 2. bbox=[910, 1019, 960, 1029]
column-5 bbox=[561, 42, 696, 1524]
article-paragraph: At a meeting of the Licensing Committee at Timaru yesterday, the police said that there was very little drinking in hotels among women. Only five women had been arrested for drunkenness during the year. bbox=[417, 101, 555, 148]
dateline: MELBOURNE, June 2. bbox=[886, 749, 960, 759]
article-headline: ACCIDENT TO A BOY. bbox=[980, 911, 1088, 923]
article-subheadline: MENDACIOUS ARTICLES. bbox=[853, 994, 943, 1004]
dateline: LONDON, June 1. bbox=[901, 433, 960, 443]
masthead-title: THE WAIRARAPA AGE, WEDNESDAY, JUNE 3, 1908. bbox=[303, 12, 811, 33]
article-paragraph: Woods' Great Peppermint Cure for Coughs and Colds never fails. 1/6 and 2/6. bbox=[701, 1544, 825, 1573]
dateline: WELLINGTON, June 2. bbox=[883, 1205, 960, 1215]
advertisement: ONCE A MAN WINS A suit from us he is most unwilling to wear any other make. That's why we're making suits for gentlemen all over the Dominion—gentlemen who have tested the fit, comfort, style, and quality of our clothes. We'll have your order with the next. In Wellington. Our cash prices mean money saved to you. Hawkins and Pomeroy, Tailors, 73 Willis Street, Wellington. bbox=[417, 1348, 555, 1434]
article-paragraph: Mr Noble, in responding, said that he had not intended accompanying the next Australian team to England, but in the face of the handsome testimonial he could not refuse to go. bbox=[566, 1114, 690, 1162]
article-paragraph: The Very Rev. Dr. Kennedy, of Meeanee, points out that there is a large spot on the sun at the present time, near the centre of the sun's disc, and visible through smoked glass. It is 32,000 miles in diameter and about 360 million square miles in area, or nine times the size of the earth. bbox=[971, 828, 1097, 904]
received-time: Received June 2, 8.55 a.m. bbox=[722, 173, 804, 183]
article-subheadline: SEVEN HUNDRED DETECTIVES SEARCHING. bbox=[842, 563, 954, 583]
received-time: Received June 2, 9.55 p.m. bbox=[722, 311, 804, 321]
dateline: NAPIER, June 2. bbox=[1043, 818, 1097, 828]
received-time: Received June 2, 10 a.m. bbox=[860, 738, 936, 748]
article-headline: EGYPT. bbox=[879, 979, 917, 991]
article-headline: A NEW STEAMER. bbox=[853, 722, 943, 734]
article-subheadline: PRESENTATION TO M. A. NOBLE. bbox=[570, 908, 686, 918]
article-paragraph: At their room, Queen Street, Masterton, on Saturday next, Messrs Dalgety and Co., Ltd., will offer at auction the property of Mr F. J. Dillon, known as Fairfield, at Matarawa. The property consists of 368 acres, which has been sub-divided into three farms of 97, 100, and 171 acres respectively. The land is of excellent quality, and situated near the Matarawa Railway Station, and will make first-class dairy farms. The particulars of sale may be obtained from the auctioneers. bbox=[417, 707, 555, 821]
article-paragraph: Two more Greek names have been arrested in connection with the stabbing affray on the steamer Jessie Burns on Saturday night. bbox=[701, 1266, 825, 1304]
article-paragraph: The export of gold from New Zealand for the past five months was 7,627ozs more than during the corresponding period last year, the totals being as follows:— This year 207,239oz, valued at £813,116; last year 199,712oz, valued at £800,495. During the last month the Dominion exported 45,017oz gold, of the value of £179,487, as compared with 55,636oz, valued at £224,363 in May last year. bbox=[971, 147, 1097, 252]
article-paragraph: A cablegram last week stated that the Vancouver correspondent of "The Times" (London), reported that three educated men from India—two Punjabis and a Bengali—were directing a revolutionary school at Millside, near Westminster, a city in British Columbia; that Indian residents at all settlements on the Pacific Coast were contributing money to this school, and that the seditious movement in India was being directed from the Millside centre, through Vancouver. bbox=[836, 262, 960, 386]
received-time: Received June 3, 12.5 a.m. bbox=[587, 1044, 669, 1054]
received-time: Received June 2, 10.10 a.m. bbox=[585, 173, 671, 183]
article-headline: PERSONAL bbox=[458, 828, 514, 840]
article-subheadline: CRITICISM OF THE BUDGET. bbox=[712, 285, 814, 295]
